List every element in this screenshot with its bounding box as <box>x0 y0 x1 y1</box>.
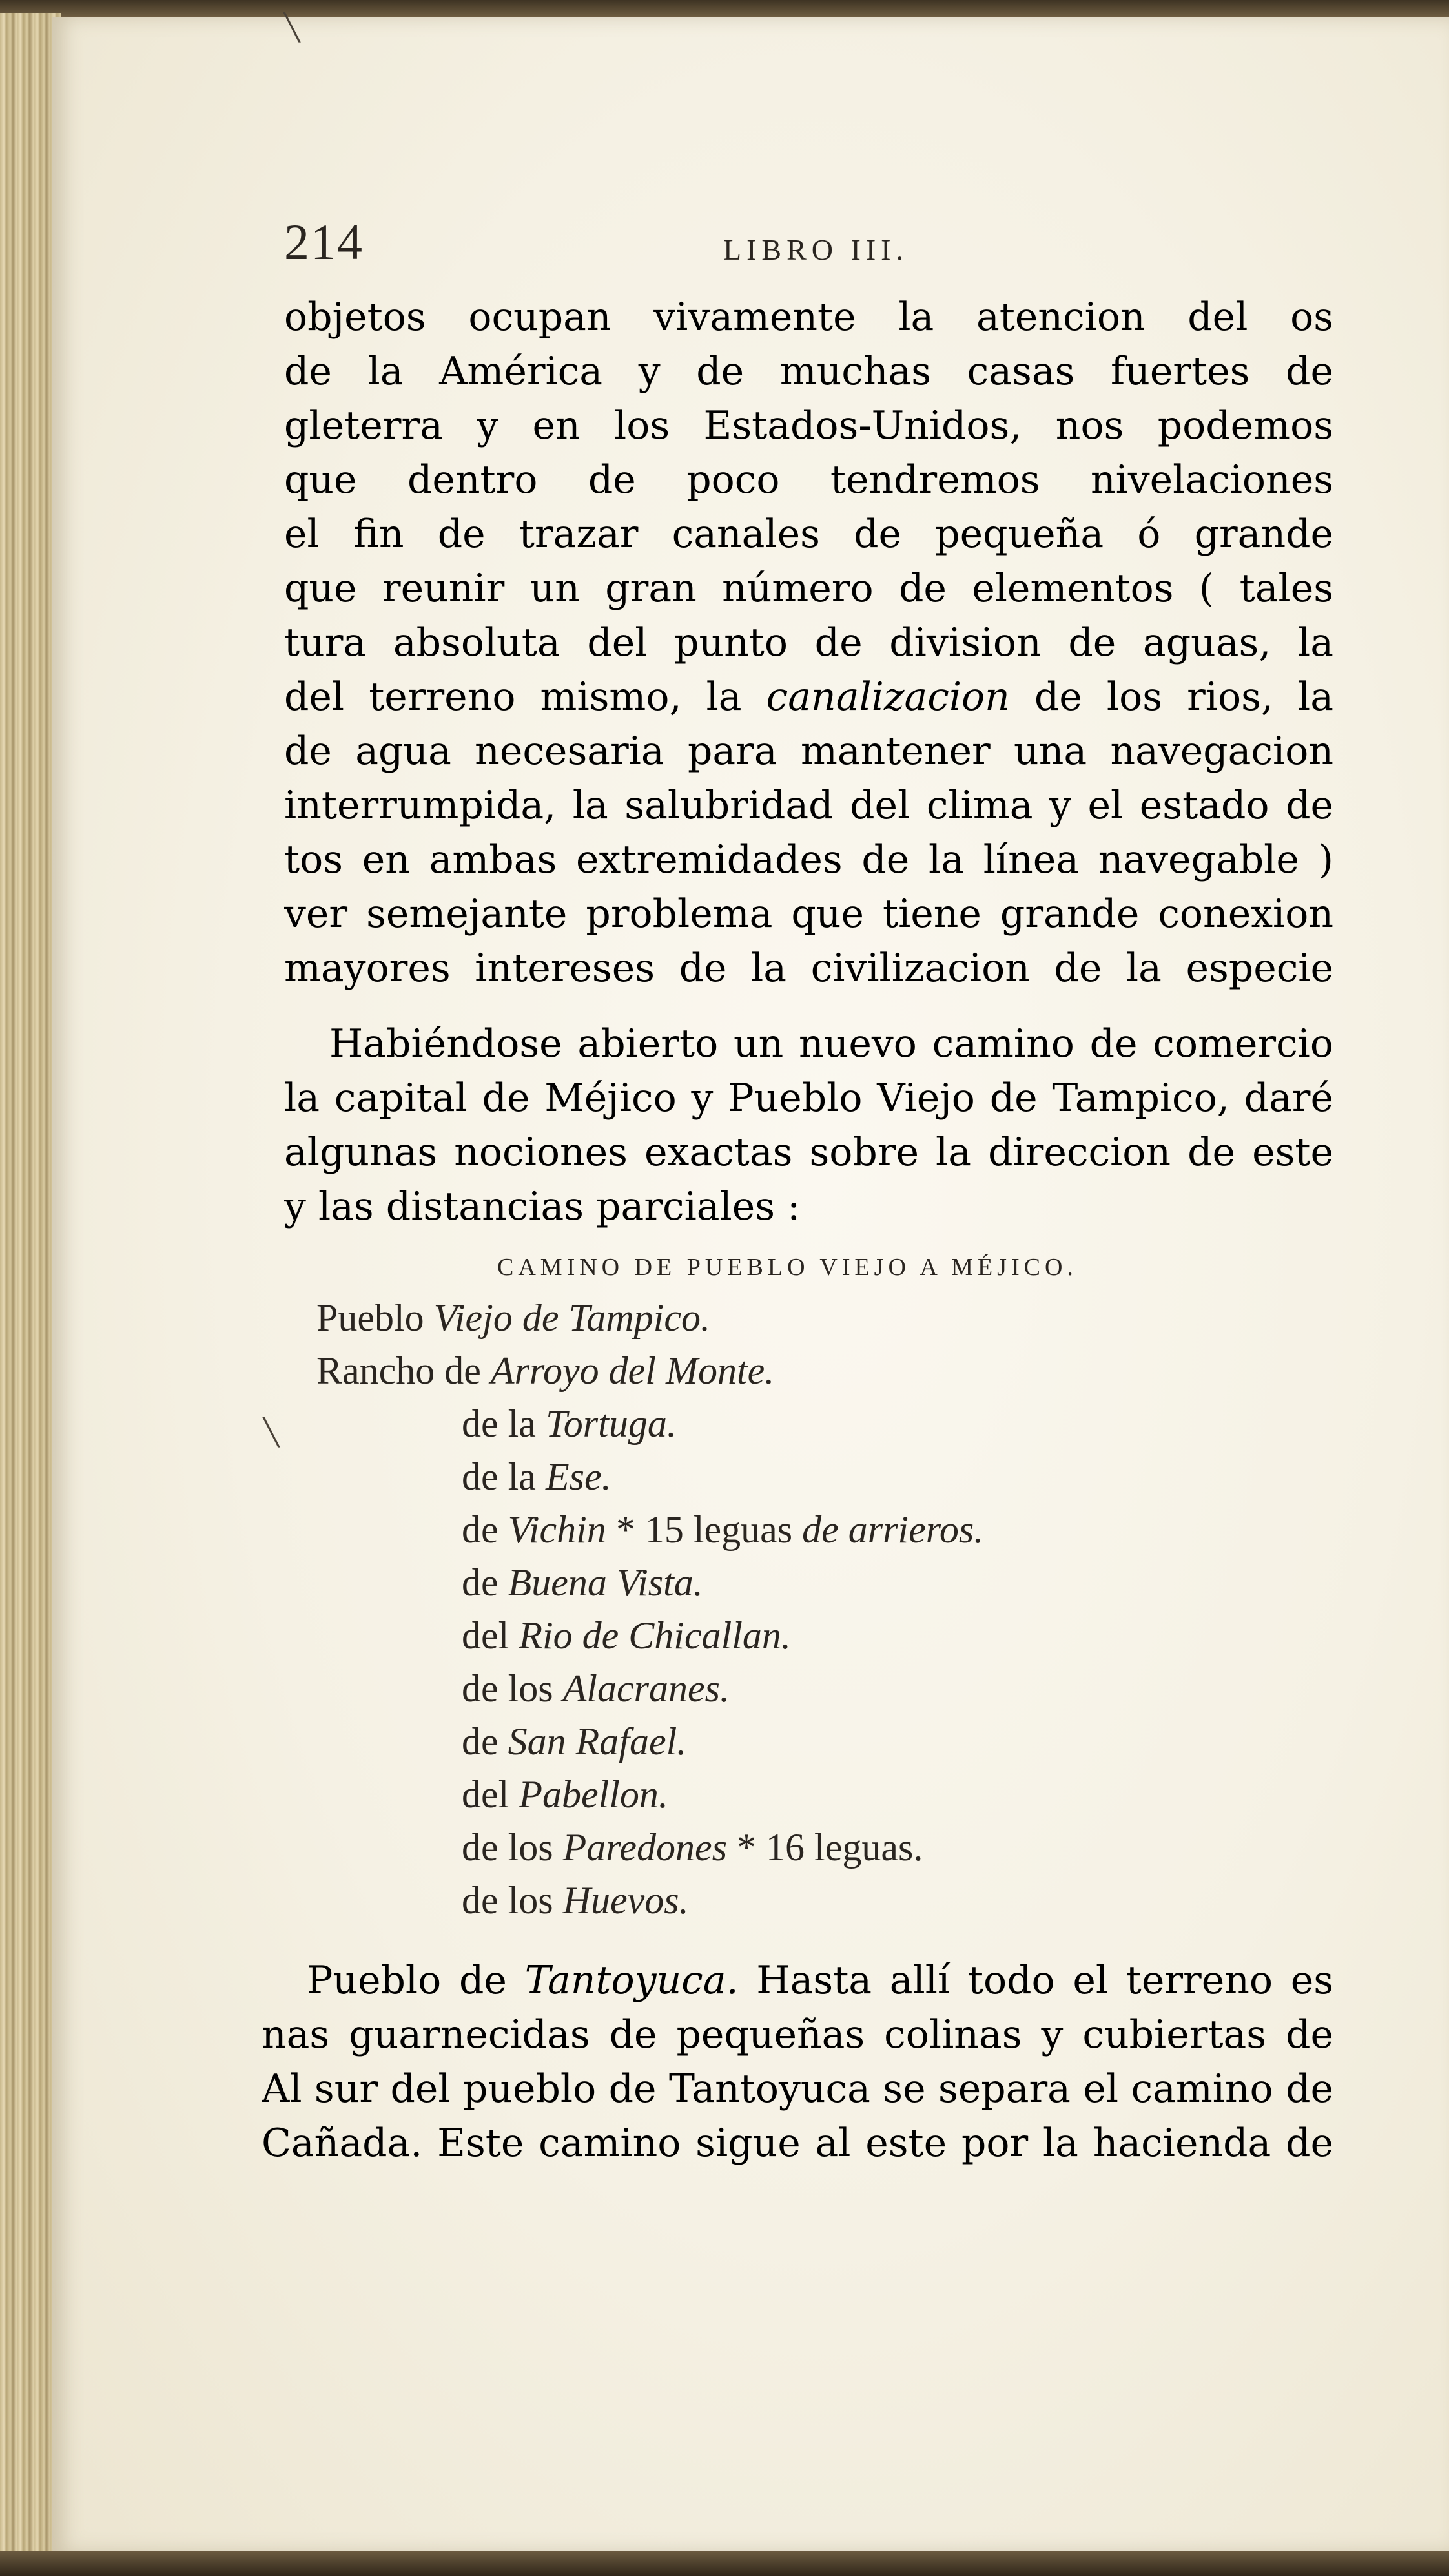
route-item <box>462 1557 703 1608</box>
paragraph-3 <box>262 1954 1333 2171</box>
paragraph-1-line: mayores intereses de la civilizacion de la especie <box>284 946 1333 991</box>
route-item-prefix: de los <box>462 1667 563 1710</box>
route-item <box>316 1292 710 1344</box>
route-item-place: Arroyo del Monte. <box>490 1349 775 1392</box>
route-item-prefix: de la <box>462 1402 546 1445</box>
page-number: 214 <box>284 214 364 270</box>
route-item-place: Rio de Chicallan. <box>519 1614 791 1657</box>
route-item <box>462 1822 923 1873</box>
route-item <box>462 1504 983 1555</box>
route-item <box>462 1875 689 1926</box>
paragraph-2 <box>284 1017 1333 1234</box>
route-item-prefix: de los <box>462 1826 563 1869</box>
route-item <box>462 1769 668 1820</box>
route-item-prefix: del <box>462 1614 519 1657</box>
italic-word: Tantoyuca. <box>524 1958 739 2003</box>
paragraph-2-line: y las distancias parciales : <box>284 1184 801 1229</box>
route-item-place: Huevos. <box>562 1879 689 1922</box>
route-item-distance: * 16 leguas. <box>727 1826 923 1869</box>
paragraph-1-line: que reunir un gran número de elementos ( tales <box>284 566 1333 611</box>
paragraph-1-line: objetos ocupan vivamente la atencion del os <box>284 295 1333 340</box>
paragraph-1-line: interrumpida, la salubridad del clima y el estado de <box>284 783 1333 828</box>
paragraph-2-line: Habiéndose abierto un nuevo camino de comercio <box>329 1021 1333 1066</box>
route-item-place: Vichin <box>508 1508 606 1551</box>
route-item <box>462 1716 686 1767</box>
route-item <box>462 1610 791 1661</box>
ink-speck: ╲ <box>284 13 300 43</box>
route-item-prefix: de <box>462 1720 508 1763</box>
route-heading: CAMINO DE PUEBLO VIEJO A MÉJICO. <box>497 1254 1078 1281</box>
route-item-prefix: de <box>462 1508 508 1551</box>
route-item-prefix: Rancho de <box>316 1349 491 1392</box>
route-item-place: Pabellon. <box>519 1773 668 1816</box>
paragraph-1-line: de la América y de muchas casas fuertes de <box>284 349 1333 394</box>
route-item-prefix: Pueblo <box>316 1296 434 1339</box>
paragraph-1-line: de agua necesaria para mantener una navegacion <box>284 729 1333 774</box>
running-head: LIBRO III. <box>723 233 909 266</box>
paragraph-1-line: que dentro de poco tendremos nivelaciones <box>284 457 1333 503</box>
paragraph-3-line: Cañada. Este camino sigue al este por la hacienda de <box>262 2121 1333 2166</box>
book-edge-bottom <box>0 2551 1449 2576</box>
paragraph-1 <box>284 291 1333 996</box>
paragraph-1-line: tos en ambas extremidades de la línea navegable ) <box>284 837 1333 882</box>
paragraph-2-line: algunas nociones exactas sobre la direccion de este <box>284 1130 1333 1175</box>
route-item <box>462 1398 677 1449</box>
paragraph-1-line: gleterra y en los Estados-Unidos, nos podemos <box>284 403 1333 448</box>
paragraph-3-line-with-italic: Pueblo de Tantoyuca. Hasta allí todo el terreno es <box>307 1958 1333 2003</box>
route-item-place: Paredones <box>562 1826 728 1869</box>
route-item-place: Ese. <box>545 1455 611 1498</box>
route-item <box>462 1663 730 1714</box>
paragraph-1-line: ver semejante problema que tiene grande conexion <box>284 891 1333 937</box>
route-item <box>316 1345 774 1397</box>
italic-word: canalizacion <box>766 674 1010 720</box>
route-item-place: Viejo de Tampico. <box>433 1296 710 1339</box>
paragraph-3-line: nas guarnecidas de pequeñas colinas y cubiertas de <box>262 2012 1333 2057</box>
route-item-prefix: de <box>462 1561 508 1604</box>
route-item <box>462 1451 611 1502</box>
paragraph-1-line-with-italic: del terreno mismo, la canalizacion de los rios, la <box>284 674 1333 720</box>
route-item-place: San Rafael. <box>508 1720 687 1763</box>
route-item-prefix: de la <box>462 1455 546 1498</box>
route-item-place: Tortuga. <box>545 1402 677 1445</box>
route-item-place: Alacranes. <box>562 1667 730 1710</box>
paragraph-3-line: Al sur del pueblo de Tantoyuca se separa el camino de <box>262 2066 1333 2112</box>
route-item-prefix: de los <box>462 1879 563 1922</box>
route-item-distance: * 15 leguas <box>606 1508 803 1551</box>
route-item-place: Buena Vista. <box>508 1561 703 1604</box>
route-item-prefix: del <box>462 1773 519 1816</box>
route-item-note: de arrieros. <box>802 1508 984 1551</box>
paragraph-1-line: el fin de trazar canales de pequeña ó grande <box>284 512 1333 557</box>
ink-speck: ╲ <box>263 1418 280 1448</box>
paragraph-1-line: tura absoluta del punto de division de aguas, la <box>284 620 1333 665</box>
paragraph-2-line: la capital de Méjico y Pueblo Viejo de Tampico, daré <box>284 1075 1333 1121</box>
